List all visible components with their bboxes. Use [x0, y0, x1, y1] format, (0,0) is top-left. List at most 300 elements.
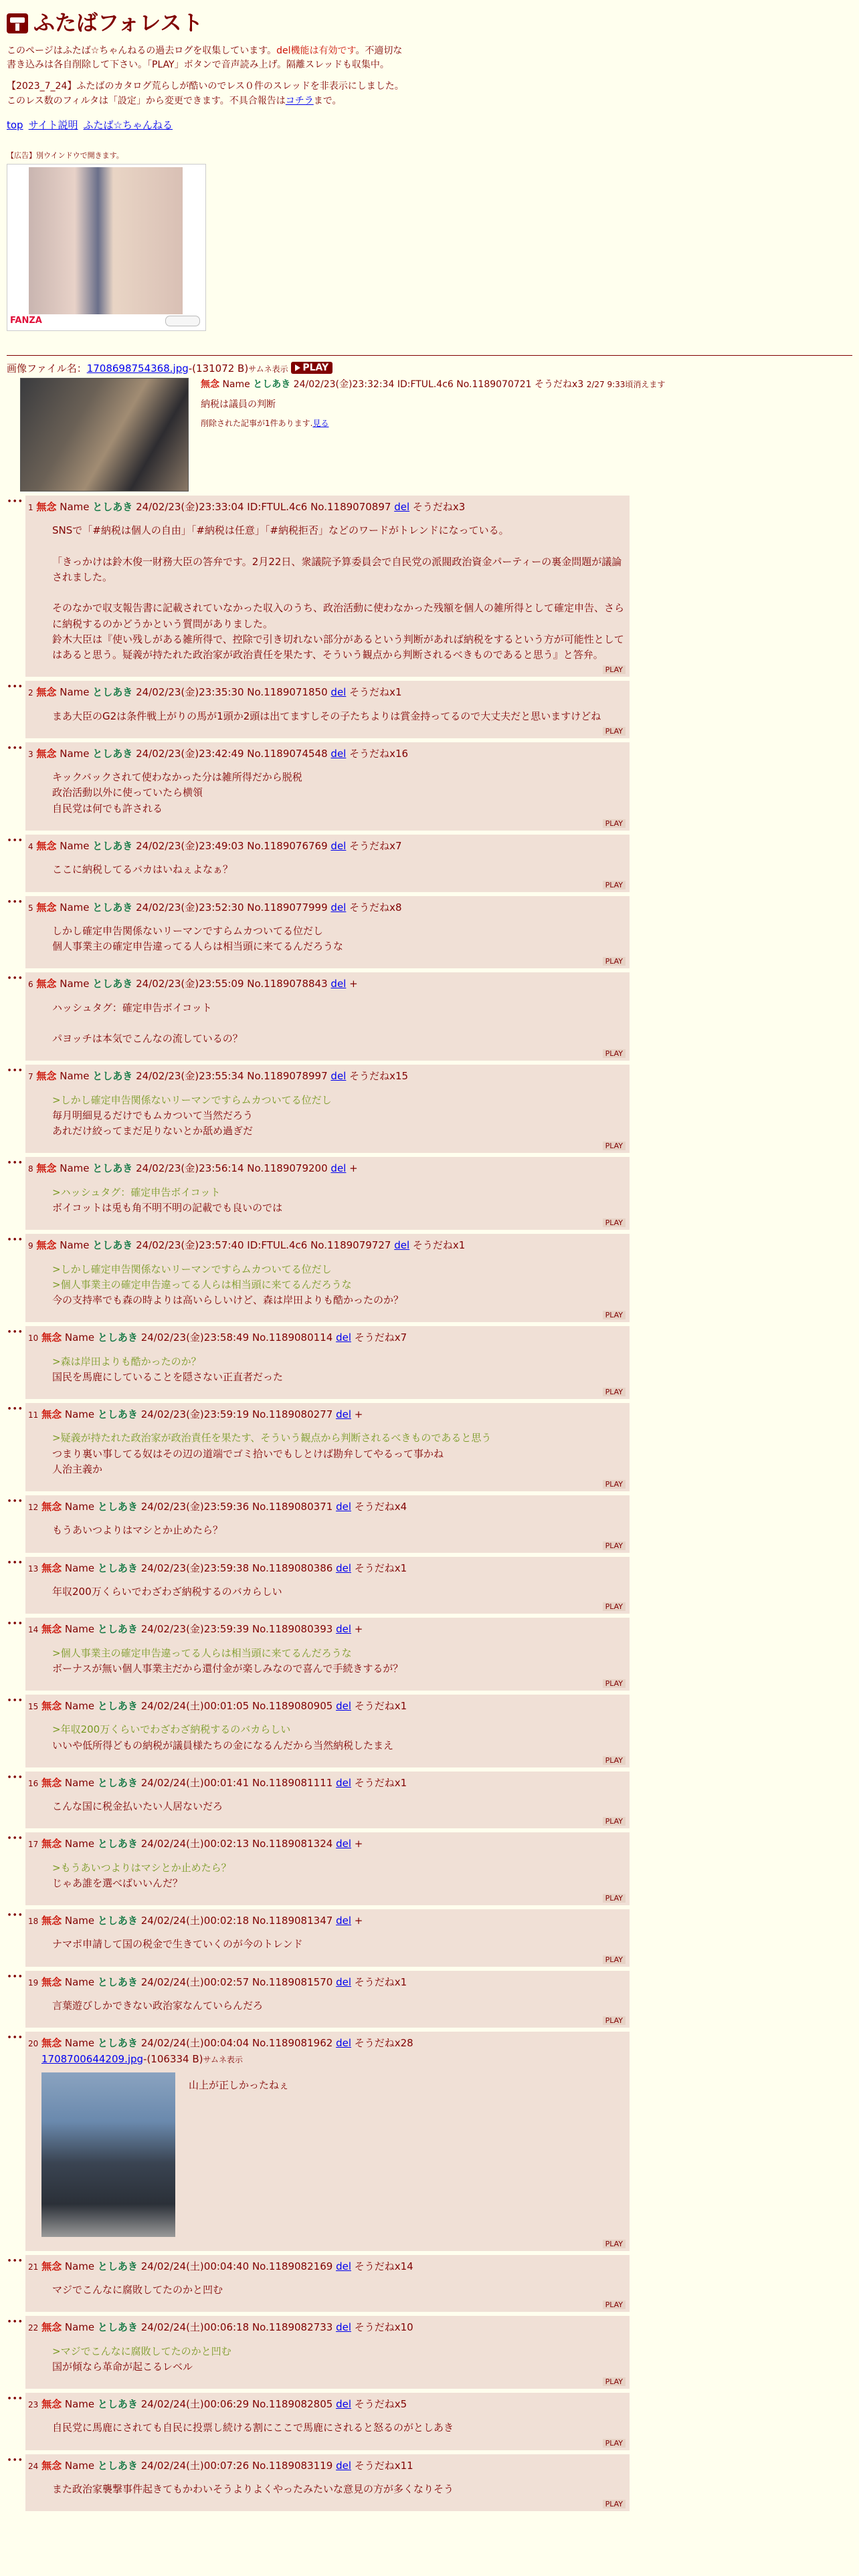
sodane-button[interactable]: そうだねx1 [354, 1562, 407, 1574]
del-link[interactable]: del [336, 1975, 351, 1988]
reply-header [28, 1836, 626, 1852]
reply-name: としあき [97, 1501, 138, 1513]
body-line: じゃあ誰を選べばいいんだ？ [52, 1876, 183, 1889]
reply-no: No.1189080371 [252, 1501, 333, 1513]
intro [7, 44, 408, 109]
reply-body [52, 1860, 626, 1892]
play-button[interactable]: PLAY [603, 1679, 626, 1688]
reply [7, 1326, 852, 1399]
reply-subject: 無念 [41, 2321, 62, 2334]
name-label: Name [64, 2260, 95, 2272]
play-row [28, 664, 626, 675]
sodane-button[interactable]: そうだねx1 [349, 686, 402, 699]
op-body: 納税は議員の判断 [201, 399, 276, 410]
reply-datetime: 24/02/24(土)00:01:05 [140, 1700, 250, 1713]
del-link[interactable]: del [330, 1070, 347, 1083]
play-button[interactable]: PLAY [603, 665, 626, 674]
reply-marker: ∙∙∙ [7, 1971, 23, 1981]
sodane-button[interactable]: + [354, 1623, 363, 1636]
play-row [28, 1309, 626, 1321]
reply-box [25, 1695, 630, 1767]
body-line [52, 585, 626, 601]
reply-box [25, 1557, 630, 1614]
reply-marker: ∙∙∙ [7, 496, 23, 506]
body-line: ボーナスが無い個人事業主だから還付金が楽しみなので喜んで手続きするが？ [52, 1662, 403, 1675]
sodane-button[interactable]: そうだねx1 [354, 1776, 407, 1789]
sodane-button[interactable]: そうだねx14 [354, 2260, 413, 2272]
sodane-button[interactable]: そうだねx8 [349, 901, 402, 914]
reply-box [25, 835, 630, 892]
reply-marker: ∙∙∙ [7, 2317, 23, 2327]
sodane-button[interactable]: + [349, 978, 358, 990]
body-line: 鈴木大臣は『使い残しがある雑所得で、控除で引き切れない部分があるという判断があれば納税をするという方が可能性としてはあると思う。疑義が持たれた政治家が政治責任を果たす、そういう観点から判断されるべきものであると思う』と答弁。 [52, 633, 624, 661]
reply-header [28, 2259, 626, 2274]
reply-subject: 無念 [36, 500, 57, 513]
name-label: Name [64, 2398, 95, 2411]
reply-body [52, 2344, 626, 2375]
reply-name: としあき [92, 978, 133, 990]
play-row [28, 2498, 626, 2510]
op-thumbnail[interactable] [20, 378, 189, 492]
play-row [28, 1954, 626, 1965]
play-row [28, 1048, 626, 1059]
del-link[interactable]: del [330, 686, 347, 699]
reply-no: No.1189080114 [252, 1331, 333, 1344]
name-label: Name [64, 2459, 95, 2472]
reply-box [25, 1971, 630, 2028]
reply-subject: 無念 [41, 1776, 62, 1789]
reply-number: 18 [28, 1917, 39, 1927]
reply-number: 10 [28, 1333, 39, 1344]
sodane-button[interactable]: そうだねx7 [354, 1331, 407, 1344]
reply [7, 1971, 852, 2028]
del-link[interactable]: del [336, 1562, 351, 1574]
name-label: Name [60, 840, 90, 853]
name-label: Name [60, 1239, 90, 1252]
sodane-button[interactable]: + [349, 1162, 358, 1175]
reply-no: No.1189079727 [310, 1239, 391, 1252]
play-button[interactable]: PLAY [603, 1541, 626, 1550]
play-row [28, 1217, 626, 1228]
del-link[interactable]: del [394, 1239, 410, 1252]
reply-subject: 無念 [36, 978, 57, 990]
body-line: もうあいつよりはマシとか止めたら？ [52, 1524, 223, 1537]
reply-no: No.1189082805 [252, 2398, 333, 2411]
del-link[interactable]: del [336, 2260, 351, 2272]
quote-line: >しかし確定申告関係ないリーマンですらムカついてる位だし [52, 1093, 332, 1106]
reply-marker: ∙∙∙ [7, 1618, 23, 1629]
reply-body [52, 709, 626, 724]
body-line: 国民を馬鹿にしていることを隠さない正直者だった [52, 1370, 284, 1383]
play-button[interactable]: PLAY [603, 1218, 626, 1227]
reply-no: No.1189083119 [252, 2459, 333, 2472]
name-label: Name [64, 1623, 95, 1636]
name-label: Name [60, 978, 90, 990]
body-line: パヨッチは本気でこんなの流しているの？ [52, 1033, 243, 1045]
reply-header [28, 1238, 626, 1253]
play-button[interactable]: PLAY [603, 2500, 626, 2508]
reply-header [28, 1330, 626, 1346]
play-button[interactable]: PLAY [603, 1894, 626, 1903]
reply-file-link[interactable]: 1708700644209.jpg [41, 2052, 144, 2065]
del-link[interactable]: del [336, 1623, 351, 1636]
play-button[interactable]: PLAY [603, 1756, 626, 1765]
del-link[interactable]: del [330, 840, 347, 853]
reply-marker: ∙∙∙ [7, 896, 23, 907]
reply-marker: ∙∙∙ [7, 1327, 23, 1337]
play-row [28, 956, 626, 967]
reply-datetime: 24/02/24(土)00:02:18 [140, 1915, 250, 1927]
sodane-button[interactable]: そうだねx3 [412, 500, 466, 513]
sodane-button[interactable]: そうだねx7 [349, 840, 402, 853]
reply-number: 23 [28, 2400, 39, 2410]
name-label: Name [64, 1776, 95, 1789]
reply-box [25, 2255, 630, 2313]
reply [7, 2454, 852, 2512]
del-link[interactable]: del [330, 978, 347, 990]
reply-body [52, 924, 626, 955]
op-file-link[interactable]: 1708698754368.jpg [86, 362, 189, 374]
reply-datetime: 24/02/23(金)23:58:49 [140, 1331, 250, 1344]
reply-name: としあき [97, 2037, 138, 2050]
reply-name: としあき [92, 500, 133, 513]
del-link[interactable]: del [336, 2459, 351, 2472]
name-label: Name [64, 2037, 95, 2050]
body-line: しかし確定申告関係ないリーマンですらムカついてる位だし [52, 924, 324, 937]
ad-controls[interactable] [165, 316, 200, 326]
play-button[interactable]: PLAY [603, 1388, 626, 1396]
reply-header [28, 1776, 626, 1791]
reply-subject: 無念 [36, 901, 57, 914]
reply-subject: 無念 [41, 1915, 62, 1927]
reply-body [52, 1523, 626, 1538]
reply-header [28, 900, 626, 916]
del-link[interactable]: del [336, 1838, 351, 1850]
op-play-button[interactable] [291, 362, 332, 374]
reply-body [52, 1185, 626, 1216]
reply-datetime: 24/02/23(金)23:59:38 [140, 1562, 250, 1574]
op-no: No.1189070721 [456, 379, 532, 390]
reply-datetime: 24/02/23(金)23:49:03 [136, 840, 244, 853]
reply-datetime: 24/02/24(土)00:02:13 [140, 1838, 250, 1850]
reply-name: としあき [97, 2398, 138, 2411]
reply-header [28, 1561, 626, 1576]
reply-header [28, 1913, 626, 1929]
name-label: Name [64, 1331, 95, 1344]
reply-datetime: 24/02/24(土)00:02:57 [140, 1975, 250, 1988]
play-button[interactable]: PLAY [603, 1817, 626, 1826]
sodane-button[interactable]: そうだねx5 [354, 2398, 407, 2411]
del-link[interactable]: del [330, 901, 347, 914]
name-label: Name [60, 1162, 90, 1175]
reply-header [28, 746, 626, 762]
reply-name: としあき [97, 1623, 138, 1636]
reply-number: 22 [28, 2323, 39, 2333]
play-button[interactable]: PLAY [603, 2300, 626, 2309]
reply-body [52, 1354, 626, 1386]
intro-paragraph-1 [7, 44, 408, 73]
name-label: Name [64, 1562, 95, 1574]
reply-header [28, 2458, 626, 2474]
reply [7, 1695, 852, 1767]
del-link[interactable]: del [330, 1162, 347, 1175]
reply-subject: 無念 [41, 1700, 62, 1713]
sodane-button[interactable]: そうだねx1 [412, 1239, 466, 1252]
ad-image[interactable] [29, 167, 183, 314]
reply-box [25, 496, 630, 677]
reply-subject: 無念 [41, 1623, 62, 1636]
body-line: いいや低所得どもの納税が議員様たちの金になるんだから当然納税したまえ [52, 1739, 394, 1751]
del-link[interactable]: del [336, 1776, 351, 1789]
reply-body [52, 1646, 626, 1677]
del-link[interactable]: del [394, 500, 410, 513]
reply-no: No.1189078843 [247, 978, 328, 990]
body-line: キックバックされて使わなかった分は雑所得だから脱税 [52, 771, 302, 784]
reply-no: No.1189074548 [247, 747, 328, 760]
play-button[interactable]: PLAY [603, 1049, 626, 1058]
reply-thumbnail[interactable] [41, 2072, 175, 2237]
reply-no: No.1189081570 [252, 1975, 333, 1988]
reply-no: No.1189077999 [247, 901, 328, 914]
op-post [7, 378, 852, 492]
play-button[interactable]: PLAY [603, 957, 626, 966]
sodane-button[interactable]: そうだねx10 [354, 2321, 413, 2334]
op-expire: 2/27 9:33頃消えます [586, 379, 666, 389]
reply-marker: ∙∙∙ [7, 1772, 23, 1782]
play-button[interactable]: PLAY [603, 2016, 626, 2025]
op-subject: 無念 [201, 379, 219, 390]
reply [7, 2316, 852, 2389]
play-button[interactable]: PLAY [603, 1602, 626, 1611]
deleted-note-text: 削除された記事が1件あります. [201, 419, 313, 429]
ad-note: 【広告】別ウインドウで開きます。 [7, 150, 124, 160]
del-enabled-note: del機能は有効です [276, 45, 356, 56]
quote-line: >個人事業主の確定申告違ってる人らは相当頭に来てるんだろうな [52, 1646, 352, 1659]
reply-marker: ∙∙∙ [7, 973, 23, 984]
reply-number: 15 [28, 1702, 39, 1712]
op-name: としあき [253, 379, 291, 390]
reply-no: No.1189079200 [247, 1162, 328, 1175]
reply-name: としあき [97, 2321, 138, 2334]
del-link[interactable]: del [330, 747, 347, 760]
sodane-button[interactable]: そうだねx28 [354, 2037, 413, 2050]
reply-datetime: 24/02/23(金)23:52:30 [136, 901, 244, 914]
play-row [28, 2438, 626, 2449]
intro-text: 【2023_7_24】ふたばのカタログ荒らしが酷いのでレス０件のスレッドを非表示にしました。このレス数のフィルタは「設定」から変更できます。不具合報告は [7, 80, 404, 106]
reply-header [28, 1407, 626, 1422]
reply-datetime: 24/02/23(金)23:59:19 [140, 1408, 250, 1421]
reply-body [52, 1000, 626, 1047]
reply-list [7, 496, 852, 2511]
name-label: Name [222, 379, 250, 390]
del-link[interactable]: del [336, 1408, 351, 1421]
sodane-button[interactable]: + [354, 1915, 363, 1927]
play-row [28, 1540, 626, 1551]
sodane-button[interactable]: そうだねx15 [349, 1070, 409, 1083]
reply [7, 1495, 852, 1553]
play-button[interactable]: PLAY [603, 1480, 626, 1489]
reply [7, 1832, 852, 1905]
play-row [28, 2238, 626, 2250]
play-button[interactable]: PLAY [603, 2377, 626, 2386]
body-line: 政治活動以外に使っていたら横領 [52, 786, 203, 799]
reply-body [52, 1430, 626, 1477]
nav-about-link[interactable]: サイト説明 [28, 119, 78, 132]
reply-body [52, 862, 626, 877]
reply-body [189, 2078, 289, 2237]
reply-name: としあき [92, 1162, 133, 1175]
body-line: 年収200万くらいでわざわざ納税するのバカらしい [52, 1585, 282, 1598]
body-line: 山上が正しかったねぇ [189, 2078, 290, 2091]
op-header [201, 378, 665, 393]
name-label: Name [60, 747, 90, 760]
reply-name: としあき [97, 1562, 138, 1574]
play-button[interactable]: PLAY [603, 2240, 626, 2248]
reply-marker: ∙∙∙ [7, 1158, 23, 1168]
sodane-button[interactable]: + [354, 1838, 363, 1850]
del-link[interactable]: del [336, 2321, 351, 2334]
ad-banner[interactable] [7, 164, 206, 331]
reply-name: としあき [97, 1776, 138, 1789]
reply-name: としあき [97, 1975, 138, 1988]
sodane-button[interactable]: そうだねx1 [354, 1975, 407, 1988]
reply-number: 4 [28, 842, 33, 852]
reply-number: 24 [28, 2461, 39, 2471]
body-line: また政治家襲撃事件起きてもかわいそうよりよくやったみたいな意見の方が多くなりそう [52, 2482, 454, 2495]
reply-subject: 無念 [41, 2037, 62, 2050]
reply-number: 16 [28, 1778, 39, 1788]
reply-no: No.1189080393 [252, 1623, 333, 1636]
reply-marker: ∙∙∙ [7, 1910, 23, 1921]
reply-subject: 無念 [41, 1331, 62, 1344]
reply-box [25, 1772, 630, 1829]
reply-number: 19 [28, 1977, 39, 1988]
intro-text: まで。 [313, 95, 342, 106]
reply-name: としあき [97, 1408, 138, 1421]
reply-no: No.1189076769 [247, 840, 328, 853]
reply-no: No.1189081347 [252, 1915, 333, 1927]
name-label: Name [64, 2321, 95, 2334]
reply-no: No.1189081962 [252, 2037, 333, 2050]
name-label: Name [64, 1975, 95, 1988]
reply-name: としあき [97, 2260, 138, 2272]
reply-box [25, 1234, 630, 1322]
reply-id: ID:FTUL.4c6 [247, 1239, 308, 1252]
reply-subject: 無念 [41, 2260, 62, 2272]
reply-number: 17 [28, 1840, 39, 1850]
del-link[interactable]: del [336, 2398, 351, 2411]
body-line: まあ大臣のG2は条件戦上がりの馬が1頭か2頭は出てますしその子たちよりは賞金持ってるので大丈夫だと思いますけどね [52, 710, 601, 722]
body-line: ナマポ申請して国の税金で生きていくのが今のトレンド [52, 1938, 303, 1951]
play-row [28, 1678, 626, 1689]
report-link[interactable]: コチラ [285, 95, 314, 106]
reply-media [41, 2072, 626, 2237]
reply-subject: 無念 [41, 1408, 62, 1421]
play-button[interactable]: PLAY [603, 1311, 626, 1319]
play-row [28, 818, 626, 829]
del-link[interactable]: del [336, 1501, 351, 1513]
reply-box [25, 1157, 630, 1230]
reply-box [25, 2032, 630, 2251]
quote-line: >もうあいつよりはマシとか止めたら？ [52, 1861, 231, 1874]
reply-header [28, 500, 626, 515]
reply-number: 2 [28, 688, 33, 698]
reply-name: としあき [92, 747, 133, 760]
reply [7, 1618, 852, 1691]
show-deleted-link[interactable]: 見る [312, 419, 329, 429]
reply-marker: ∙∙∙ [7, 2032, 23, 2043]
reply-subject: 無念 [41, 2398, 62, 2411]
play-button[interactable]: PLAY [603, 1142, 626, 1150]
nav-links [7, 118, 852, 133]
reply-body [52, 1937, 626, 1952]
reply-body [52, 1998, 626, 2014]
reply-body [52, 1799, 626, 1814]
reply [7, 835, 852, 892]
play-button[interactable]: PLAY [603, 819, 626, 828]
name-label: Name [60, 686, 90, 699]
play-button[interactable]: PLAY [603, 2439, 626, 2448]
reply-name: としあき [92, 1070, 133, 1083]
op-sodane[interactable]: そうだねx3 [535, 379, 584, 390]
reply [7, 496, 852, 677]
reply-box [25, 1495, 630, 1553]
reply-box [25, 2454, 630, 2512]
reply-name: としあき [97, 1915, 138, 1927]
reply-subject: 無念 [41, 1501, 62, 1513]
body-line: 人治主義か [52, 1463, 103, 1475]
reply-number: 9 [28, 1241, 33, 1251]
site-header [7, 7, 852, 40]
play-button[interactable]: PLAY [603, 1955, 626, 1964]
reply [7, 1065, 852, 1153]
del-link[interactable]: del [336, 1915, 351, 1927]
body-line: ボイコットは兎も角不明不明の記載でも良いのでは [52, 1201, 283, 1214]
reply-marker: ∙∙∙ [7, 1833, 23, 1844]
name-label: Name [64, 1838, 95, 1850]
reply-marker: ∙∙∙ [7, 1695, 23, 1706]
sodane-button[interactable]: そうだねx16 [349, 747, 409, 760]
quote-line: >疑義が持たれた政治家が政治責任を果たす、そういう観点から判断されるべきものであると思う [52, 1432, 492, 1444]
reply-number: 3 [28, 749, 33, 759]
reply-id: ID:FTUL.4c6 [247, 500, 308, 513]
file-size: -(106334 B) [143, 2052, 203, 2065]
sodane-button[interactable]: そうだねx4 [354, 1501, 407, 1513]
sodane-button[interactable]: そうだねx1 [354, 1700, 407, 1713]
reply-datetime: 24/02/23(金)23:35:30 [136, 686, 244, 699]
nav-futaba-link[interactable]: ふたば☆ちゃんねる [83, 119, 173, 132]
sodane-button[interactable]: そうだねx11 [354, 2459, 413, 2472]
reply-datetime: 24/02/23(金)23:42:49 [136, 747, 244, 760]
play-button[interactable]: PLAY [603, 727, 626, 736]
del-link[interactable]: del [336, 2037, 351, 2050]
body-line: 自民党に馬鹿にされても自民に投票し続ける割にここで馬鹿にされると怒るのがとしあき [52, 2422, 454, 2434]
reply [7, 896, 852, 969]
sodane-button[interactable]: + [354, 1408, 363, 1421]
play-button[interactable]: PLAY [603, 881, 626, 889]
reply-subject: 無念 [41, 1838, 62, 1850]
body-line: 自民党は何でも許される [52, 802, 163, 815]
reply-number: 12 [28, 1503, 39, 1513]
del-link[interactable]: del [336, 1700, 351, 1713]
quote-line: >ハッシュタグ：確定申告ボイコット [52, 1186, 221, 1198]
nav-top-link[interactable]: top [7, 119, 23, 132]
play-row [28, 1755, 626, 1766]
reply-subject: 無念 [36, 840, 57, 853]
reply-number: 1 [28, 502, 33, 512]
body-line: こんな国に税金払いたい人居ないだろ [52, 1800, 223, 1813]
del-link[interactable]: del [336, 1331, 351, 1344]
